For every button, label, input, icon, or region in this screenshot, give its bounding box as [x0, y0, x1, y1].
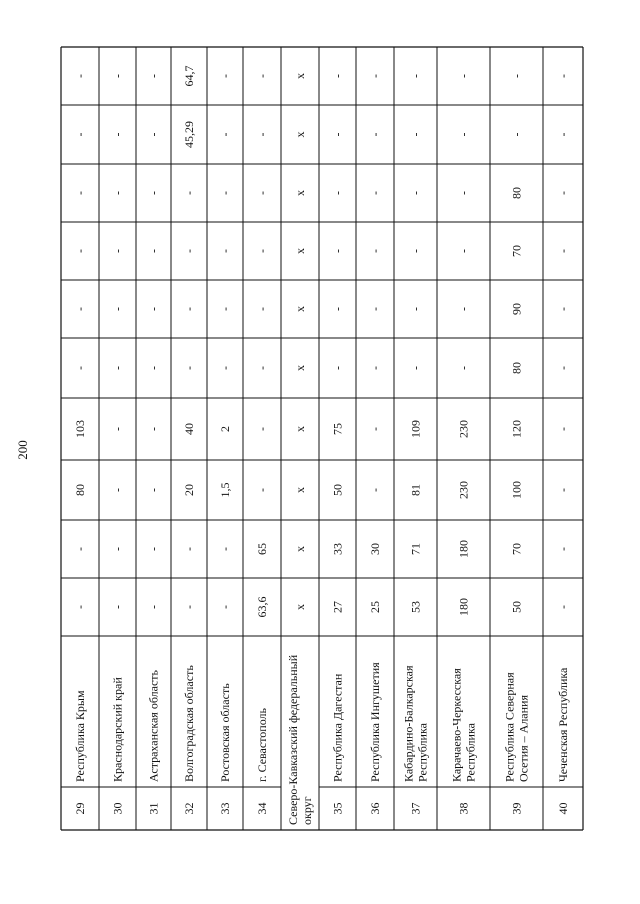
- value-cell: -: [110, 132, 125, 137]
- value-cell: -: [146, 488, 161, 492]
- value-cell: -: [408, 191, 423, 195]
- region-name: Чеченская Республика: [556, 667, 570, 782]
- value-cell: -: [73, 366, 87, 370]
- value-cell: -: [110, 249, 125, 253]
- row-number: 38: [456, 802, 471, 815]
- value-cell: -: [146, 74, 161, 78]
- value-cell: 1,5: [218, 482, 232, 498]
- value-cell: -: [368, 249, 382, 253]
- value-cell: 80: [509, 362, 524, 374]
- value-cell: -: [218, 132, 232, 137]
- value-cell: 80: [509, 187, 524, 199]
- value-cell: -: [556, 427, 570, 431]
- value-cell: -: [456, 307, 471, 311]
- row-number: 35: [330, 802, 345, 815]
- value-cell: -: [182, 191, 196, 195]
- value-cell: -: [146, 547, 161, 551]
- value-cell: x: [293, 73, 307, 79]
- value-cell: 20: [182, 484, 196, 496]
- value-cell: 180: [456, 540, 471, 558]
- value-cell: -: [456, 366, 471, 370]
- value-cell: x: [293, 487, 307, 493]
- value-cell: -: [146, 191, 161, 195]
- row-number: 33: [218, 802, 232, 815]
- value-cell: -: [330, 191, 345, 195]
- value-cell: -: [368, 488, 382, 492]
- value-cell: -: [556, 191, 570, 195]
- value-cell: 70: [509, 543, 524, 555]
- value-cell: -: [255, 427, 269, 431]
- value-cell: -: [73, 132, 87, 137]
- value-cell: -: [255, 132, 269, 137]
- value-cell: -: [408, 249, 423, 253]
- region-name: Республика Дагестан: [330, 673, 345, 782]
- value-cell: -: [218, 307, 232, 311]
- value-cell: 90: [509, 303, 524, 315]
- region-name: Ростовская область: [218, 683, 232, 782]
- region-name: Краснодарский край: [110, 677, 125, 782]
- value-cell: -: [556, 307, 570, 311]
- value-cell: -: [408, 74, 423, 78]
- value-cell: -: [73, 191, 87, 195]
- value-cell: x: [293, 426, 307, 432]
- value-cell: 81: [408, 484, 423, 496]
- value-cell: -: [146, 427, 161, 431]
- value-cell: -: [509, 132, 524, 137]
- value-cell: -: [182, 249, 196, 253]
- value-cell: x: [293, 365, 307, 371]
- value-cell: 2: [218, 426, 232, 432]
- value-cell: -: [330, 132, 345, 137]
- region-name: Республика: [415, 723, 430, 782]
- value-cell: 63,6: [255, 596, 269, 618]
- value-cell: 100: [509, 481, 524, 499]
- page-number: 200: [15, 440, 30, 460]
- value-cell: -: [368, 427, 382, 431]
- value-cell: 27: [330, 601, 345, 613]
- value-cell: 70: [509, 245, 524, 257]
- region-name: Республика Крым: [73, 690, 87, 782]
- row-number: 40: [556, 802, 570, 815]
- row-number: 31: [146, 802, 161, 815]
- value-cell: -: [73, 249, 87, 253]
- region-name: Кабардино-Балкарская: [401, 665, 416, 782]
- value-cell: -: [110, 191, 125, 195]
- value-cell: 75: [330, 423, 345, 435]
- region-name: Волгоградская область: [182, 665, 196, 782]
- value-cell: 120: [509, 420, 524, 438]
- value-cell: x: [293, 248, 307, 254]
- value-cell: -: [330, 74, 345, 78]
- value-cell: 45,29: [182, 121, 196, 148]
- value-cell: x: [293, 604, 307, 610]
- value-cell: -: [456, 191, 471, 195]
- value-cell: -: [368, 307, 382, 311]
- value-cell: -: [218, 605, 232, 609]
- value-cell: -: [368, 191, 382, 195]
- row-number: 39: [509, 802, 524, 815]
- value-cell: -: [255, 249, 269, 253]
- value-cell: -: [110, 547, 125, 551]
- region-name: округ: [300, 796, 314, 825]
- value-cell: -: [146, 132, 161, 137]
- value-cell: x: [293, 131, 307, 138]
- value-cell: 40: [182, 423, 196, 435]
- row-number: 36: [368, 802, 382, 815]
- value-cell: -: [556, 605, 570, 609]
- row-number: 32: [182, 802, 196, 815]
- value-cell: -: [330, 366, 345, 370]
- region-name: Карачаево-Черкесская: [449, 668, 464, 782]
- value-cell: -: [218, 249, 232, 253]
- value-cell: 64,7: [182, 65, 196, 87]
- value-cell: -: [368, 132, 382, 137]
- value-cell: -: [456, 132, 471, 137]
- value-cell: -: [110, 427, 125, 431]
- value-cell: 53: [408, 601, 423, 613]
- value-cell: -: [556, 366, 570, 370]
- value-cell: -: [218, 74, 232, 78]
- region-name: Республика Ингушетия: [368, 662, 382, 782]
- value-cell: x: [293, 190, 307, 196]
- region-name: Республика: [463, 723, 478, 782]
- value-cell: 230: [456, 420, 471, 438]
- value-cell: -: [182, 366, 196, 370]
- value-cell: -: [330, 249, 345, 253]
- value-cell: -: [330, 307, 345, 311]
- value-cell: -: [408, 366, 423, 370]
- value-cell: -: [146, 366, 161, 370]
- value-cell: -: [110, 605, 125, 609]
- value-cell: 33: [330, 543, 345, 555]
- value-cell: 180: [456, 598, 471, 616]
- value-cell: -: [182, 605, 196, 609]
- value-cell: -: [73, 547, 87, 551]
- value-cell: -: [110, 74, 125, 78]
- value-cell: 30: [368, 543, 382, 555]
- table-cells: [73, 66, 570, 826]
- row-number: 34: [255, 802, 269, 815]
- region-name: Республика Северная: [502, 672, 517, 782]
- value-cell: -: [408, 307, 423, 311]
- value-cell: -: [218, 547, 232, 551]
- value-cell: 50: [330, 484, 345, 496]
- value-cell: 50: [509, 601, 524, 613]
- value-cell: -: [368, 74, 382, 78]
- value-cell: -: [110, 307, 125, 311]
- value-cell: -: [146, 249, 161, 253]
- value-cell: 71: [408, 543, 423, 555]
- value-cell: -: [556, 488, 570, 492]
- value-cell: -: [182, 307, 196, 311]
- value-cell: -: [73, 307, 87, 311]
- row-number: 30: [110, 802, 125, 815]
- value-cell: 65: [255, 543, 269, 555]
- value-cell: -: [456, 249, 471, 253]
- value-cell: -: [73, 74, 87, 78]
- value-cell: -: [255, 488, 269, 492]
- value-cell: -: [182, 547, 196, 551]
- region-name: г. Севастополь: [255, 707, 269, 782]
- value-cell: -: [556, 74, 570, 78]
- value-cell: -: [456, 74, 471, 78]
- value-cell: 103: [73, 420, 87, 438]
- value-cell: 25: [368, 601, 382, 613]
- value-cell: 109: [408, 420, 423, 438]
- value-cell: -: [146, 307, 161, 311]
- row-number: 29: [73, 802, 87, 815]
- value-cell: -: [255, 307, 269, 311]
- value-cell: 80: [73, 484, 87, 496]
- value-cell: -: [218, 191, 232, 195]
- value-cell: -: [368, 366, 382, 370]
- value-cell: -: [509, 74, 524, 78]
- value-cell: -: [556, 132, 570, 137]
- value-cell: -: [255, 191, 269, 195]
- row-number: 37: [408, 802, 423, 815]
- region-name: Осетия – Алания: [516, 695, 531, 782]
- region-name: Северо-Кавказский федеральный: [286, 654, 300, 825]
- value-cell: -: [110, 366, 125, 370]
- value-cell: -: [556, 547, 570, 551]
- value-cell: -: [218, 366, 232, 370]
- value-cell: x: [293, 546, 307, 552]
- value-cell: x: [293, 306, 307, 312]
- value-cell: -: [255, 74, 269, 78]
- value-cell: -: [146, 605, 161, 609]
- value-cell: -: [556, 249, 570, 253]
- region-name: Астраханская область: [146, 670, 161, 782]
- value-cell: 230: [456, 481, 471, 499]
- value-cell: -: [73, 605, 87, 609]
- value-cell: -: [408, 132, 423, 137]
- value-cell: -: [255, 366, 269, 370]
- value-cell: -: [110, 488, 125, 492]
